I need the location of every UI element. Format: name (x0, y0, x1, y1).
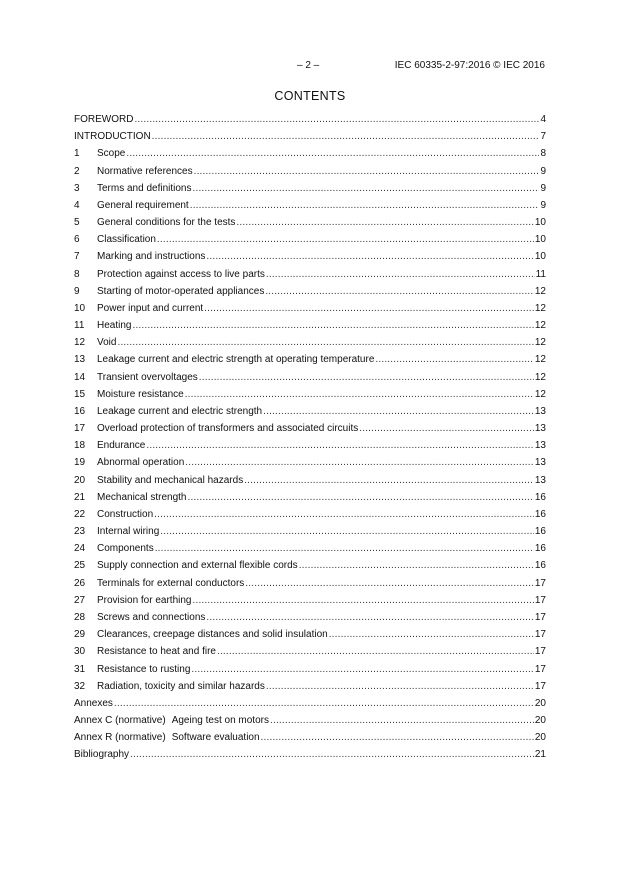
clause-number: 7 (74, 251, 80, 263)
dot-leader (126, 145, 539, 162)
toc-entry-page: 17 (534, 611, 546, 623)
clause-number: 19 (74, 457, 86, 469)
toc-entry-text: Terminals for external conductors (97, 577, 245, 589)
clause-number: 13 (74, 354, 86, 366)
dot-leader (244, 472, 534, 489)
toc-entry-clause[interactable] (74, 609, 546, 626)
toc-entry-page: 20 (534, 715, 546, 727)
toc-entry-clause[interactable] (74, 626, 546, 643)
clause-number: 1 (74, 148, 80, 160)
toc-entry-page: 12 (534, 302, 546, 314)
toc-entry-page: 7 (540, 131, 546, 143)
toc-entry-text: Leakage current and electric strength at operating temperature (97, 354, 375, 366)
clause-number: 25 (74, 560, 86, 572)
toc-entry-clause[interactable] (74, 437, 546, 454)
toc-entry-clause[interactable] (74, 351, 546, 368)
toc-entry-page: 8 (540, 148, 546, 160)
toc-entry-page: 11 (535, 268, 546, 280)
clause-number: 18 (74, 440, 86, 452)
toc-entry-page: 21 (534, 749, 546, 761)
toc-entry-text: Power input and current (97, 302, 204, 314)
toc-entry-clause[interactable] (74, 472, 546, 489)
dot-leader (114, 695, 534, 712)
toc-entry-clause[interactable] (74, 266, 546, 283)
clause-number: 10 (74, 302, 86, 314)
dot-leader (130, 746, 534, 763)
dot-leader (299, 557, 534, 574)
clause-number: 15 (74, 388, 86, 400)
toc-entry-text: Components (97, 543, 154, 555)
page-header (0, 60, 620, 74)
dot-leader (266, 266, 535, 283)
toc-entry-text: Provision for earthing (97, 594, 192, 606)
dot-leader (117, 334, 533, 351)
toc-entry-clause[interactable] (74, 197, 546, 214)
dot-leader (193, 592, 534, 609)
toc-entry-page: 16 (534, 543, 546, 555)
clause-number: 14 (74, 371, 86, 383)
dot-leader (359, 420, 534, 437)
toc-entry-page: 10 (534, 251, 546, 263)
toc-entry-page: 9 (540, 182, 546, 194)
clause-number: 30 (74, 646, 86, 658)
toc-entry-page: 10 (534, 234, 546, 246)
toc-entry-clause[interactable] (74, 454, 546, 471)
toc-entry-text: Software evaluation (171, 732, 260, 744)
toc-entry-page: 13 (534, 474, 546, 486)
dot-leader (204, 300, 534, 317)
toc-entry-clause[interactable] (74, 592, 546, 609)
dot-leader (329, 626, 534, 643)
toc-entry-page: 12 (534, 388, 546, 400)
toc-entry-foreword[interactable] (74, 111, 546, 128)
toc-entry-clause[interactable] (74, 214, 546, 231)
toc-entry-text: Moisture resistance (97, 388, 184, 400)
clause-number: 22 (74, 508, 86, 520)
toc-entry-page: 17 (534, 663, 546, 675)
toc-entry-page: 13 (534, 457, 546, 469)
toc-entry-clause[interactable] (74, 317, 546, 334)
dot-leader (185, 386, 534, 403)
dot-leader (265, 283, 534, 300)
toc-entry-annex-r[interactable] (74, 729, 546, 746)
clause-number: 20 (74, 474, 86, 486)
toc-entry-page: 16 (534, 560, 546, 572)
dot-leader (261, 729, 534, 746)
toc-entry-page: 12 (534, 371, 546, 383)
toc-entry-text: Clearances, creepage distances and solid insulation (97, 629, 328, 641)
toc-entry-clause[interactable] (74, 369, 546, 386)
dot-leader (206, 248, 533, 265)
toc-entry-clause[interactable] (74, 163, 546, 180)
dot-leader (193, 180, 540, 197)
clause-number: 29 (74, 629, 86, 641)
page-number: – 2 – (297, 60, 320, 71)
toc-entry-clause[interactable] (74, 678, 546, 695)
toc-entry-text: General conditions for the tests (97, 217, 236, 229)
toc-entry-clause[interactable] (74, 386, 546, 403)
toc-entry-clause[interactable] (74, 661, 546, 678)
toc-entry-text: Construction (97, 508, 154, 520)
clause-number: 9 (74, 285, 80, 297)
clause-number: 8 (74, 268, 80, 280)
toc-entry-page: 13 (534, 423, 546, 435)
toc-entry-page: 17 (534, 680, 546, 692)
clause-number: 21 (74, 491, 86, 503)
clause-number: 3 (74, 182, 80, 194)
clause-number: 26 (74, 577, 86, 589)
toc-entry-text: Scope (97, 148, 126, 160)
toc-entry-text: Void (97, 337, 117, 349)
clause-number: 16 (74, 405, 86, 417)
toc-entry-clause[interactable] (74, 300, 546, 317)
toc-entry-page: 17 (534, 577, 546, 589)
toc-entry-page: 12 (534, 285, 546, 297)
toc-entry-text: Supply connection and external flexible cords (97, 560, 298, 572)
toc-entry-clause[interactable] (74, 403, 546, 420)
toc-entry-text: FOREWORD (74, 114, 134, 125)
toc-entry-clause[interactable] (74, 180, 546, 197)
toc-entry-page: 16 (534, 526, 546, 538)
dot-leader (199, 369, 534, 386)
toc-entry-clause[interactable] (74, 489, 546, 506)
toc-entry-page: 9 (540, 199, 546, 211)
toc-entry-annex-c[interactable] (74, 712, 546, 729)
toc-entry-page: 9 (540, 165, 546, 177)
clause-number: 24 (74, 543, 86, 555)
toc-entry-page: 16 (534, 508, 546, 520)
toc-entry-text: Leakage current and electric strength (97, 405, 263, 417)
toc-entry-clause[interactable] (74, 248, 546, 265)
toc-entry-text: Transient overvoltages (97, 371, 198, 383)
toc-entry-text: Terms and definitions (97, 182, 192, 194)
toc-entry-clause[interactable] (74, 523, 546, 540)
toc-entry-page: 12 (534, 354, 546, 366)
table-of-contents (74, 111, 546, 764)
toc-entry-clause[interactable] (74, 506, 546, 523)
dot-leader (191, 661, 533, 678)
toc-entry-text: INTRODUCTION (74, 131, 151, 143)
toc-entry-text: Stability and mechanical hazards (97, 474, 244, 486)
clause-number: 6 (74, 234, 80, 246)
toc-entry-text: General requirement (97, 199, 189, 211)
toc-entry-page: 12 (534, 337, 546, 349)
toc-entry-text: Annexes (74, 697, 113, 709)
toc-entry-page: 13 (534, 405, 546, 417)
dot-leader (160, 523, 534, 540)
toc-entry-text: Bibliography (74, 749, 130, 761)
toc-entry-text: Overload protection of transformers and associated circuits (97, 423, 359, 435)
toc-entry-page: 17 (534, 629, 546, 641)
toc-entry-page: 20 (534, 697, 546, 709)
clause-number: 2 (74, 165, 80, 177)
clause-number: 32 (74, 680, 86, 692)
toc-entry-clause[interactable] (74, 145, 546, 162)
dot-leader (270, 712, 534, 729)
toc-entry-page: 16 (534, 491, 546, 503)
dot-leader (146, 437, 534, 454)
toc-entry-page: 13 (534, 440, 546, 452)
toc-entry-text: Resistance to rusting (97, 663, 191, 675)
dot-leader (188, 489, 534, 506)
dot-leader (236, 214, 533, 231)
annex-label: Annex C (normative) (74, 715, 166, 727)
clause-number: 23 (74, 526, 86, 538)
dot-leader (157, 231, 534, 248)
page-title: CONTENTS (274, 89, 346, 103)
toc-entry-text: Endurance (97, 440, 146, 452)
clause-number: 4 (74, 199, 80, 211)
dot-leader (217, 643, 534, 660)
toc-entry-annexes[interactable] (74, 695, 546, 712)
standard-identifier: IEC 60335-2-97:2016 © IEC 2016 (394, 60, 545, 71)
dot-leader (185, 454, 534, 471)
toc-entry-clause[interactable] (74, 557, 546, 574)
toc-entry-text: Resistance to heat and fire (97, 646, 216, 658)
toc-entry-text: Abnormal operation (97, 457, 185, 469)
toc-entry-text: Starting of motor-operated appliances (97, 285, 265, 297)
toc-entry-clause[interactable] (74, 575, 546, 592)
toc-entry-clause[interactable] (74, 420, 546, 437)
toc-entry-text: Normative references (97, 165, 193, 177)
toc-entry-clause[interactable] (74, 540, 546, 557)
dot-leader (152, 128, 540, 145)
dot-leader (194, 163, 540, 180)
toc-entry-clause[interactable] (74, 283, 546, 300)
clause-number: 17 (74, 423, 86, 435)
clause-number: 12 (74, 337, 86, 349)
clause-number: 11 (74, 320, 85, 332)
toc-entry-text: Heating (97, 320, 132, 332)
toc-entry-page: 4 (540, 114, 546, 125)
dot-leader (190, 197, 540, 214)
dot-leader (245, 575, 534, 592)
toc-entry-text: Protection against access to live parts (97, 268, 265, 280)
dot-leader (154, 506, 534, 523)
toc-entry-introduction[interactable] (74, 128, 546, 145)
clause-number: 28 (74, 611, 86, 623)
dot-leader (132, 317, 533, 334)
toc-entry-page: 10 (534, 217, 546, 229)
clause-number: 5 (74, 217, 80, 229)
dot-leader (155, 540, 534, 557)
toc-entry-text: Screws and connections (97, 611, 206, 623)
toc-entry-text: Radiation, toxicity and similar hazards (97, 680, 265, 692)
dot-leader (206, 609, 533, 626)
toc-entry-text: Internal wiring (97, 526, 160, 538)
toc-entry-text: Mechanical strength (97, 491, 187, 503)
toc-entry-clause[interactable] (74, 334, 546, 351)
dot-leader (375, 351, 533, 368)
annex-label: Annex R (normative) (74, 732, 166, 744)
dot-leader (263, 403, 534, 420)
toc-entry-page: 17 (534, 646, 546, 658)
toc-entry-clause[interactable] (74, 643, 546, 660)
clause-number: 27 (74, 594, 86, 606)
toc-entry-text: Classification (97, 234, 156, 246)
clause-number: 31 (74, 663, 86, 675)
toc-entry-page: 12 (534, 320, 546, 332)
toc-entry-bibliography[interactable] (74, 746, 546, 763)
dot-leader (266, 678, 534, 695)
toc-entry-page: 17 (534, 594, 546, 606)
toc-entry-clause[interactable] (74, 231, 546, 248)
toc-entry-text: Marking and instructions (97, 251, 206, 263)
toc-entry-page: 20 (534, 732, 546, 744)
dot-leader (134, 111, 539, 128)
toc-entry-text: Ageing test on motors (171, 715, 269, 727)
